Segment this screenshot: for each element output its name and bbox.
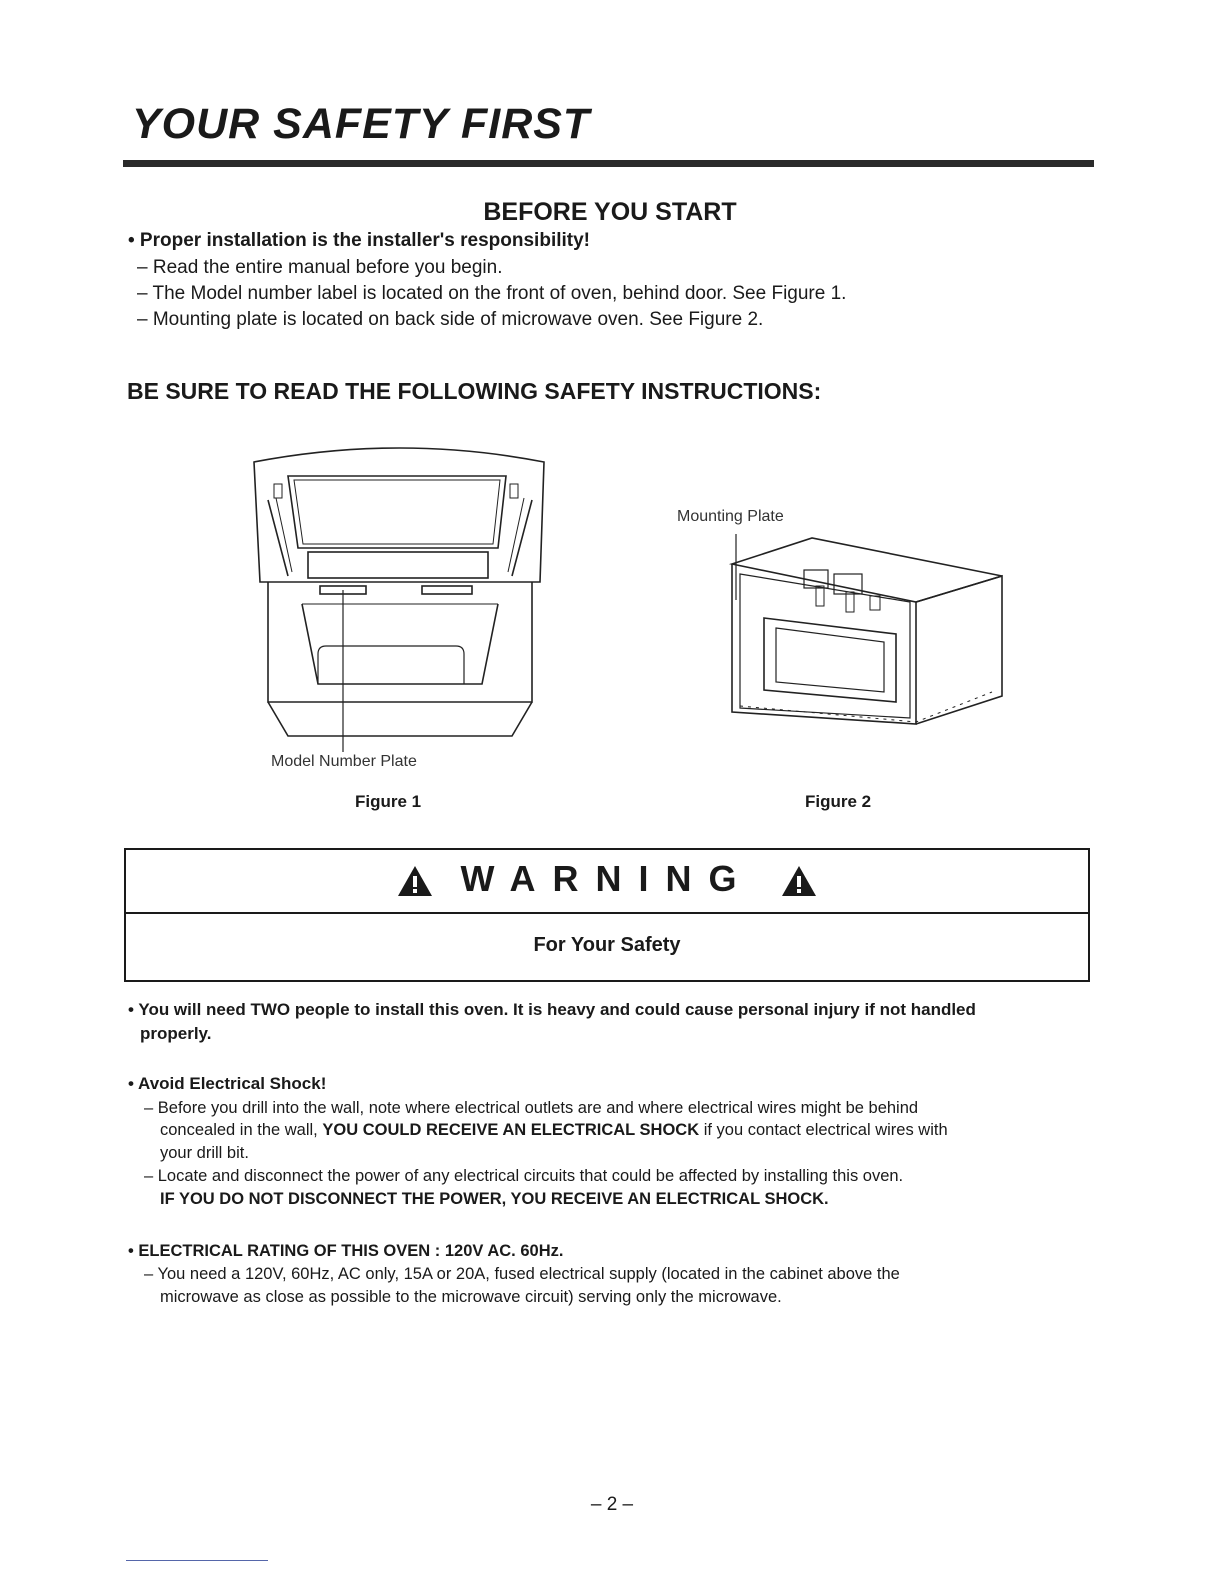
warning-triangle-icon <box>397 865 433 897</box>
shock-warning-emphasis: YOU COULD RECEIVE AN ELECTRICAL SHOCK <box>322 1121 700 1139</box>
disconnect-power-warning: IF YOU DO NOT DISCONNECT THE POWER, YOU RECEIVE AN ELECTRICAL SHOCK. <box>160 1190 829 1208</box>
electrical-rating-note: – You need a 120V, 60Hz, AC only, 15A or 20A, fused electrical supply (located in the cabinet above the <box>144 1265 900 1283</box>
title-rule <box>123 160 1094 167</box>
shock-note-line: your drill bit. <box>160 1144 249 1162</box>
electrical-rating-note: microwave as close as possible to the microwave circuit) serving only the microwave. <box>160 1288 782 1306</box>
warning-word: WARNING <box>460 858 754 899</box>
warning-divider <box>124 912 1090 914</box>
shock-note-line: concealed in the wall, YOU COULD RECEIVE AN ELECTRICAL SHOCK if you contact electrical wires with <box>160 1121 948 1139</box>
before-start-heading: BEFORE YOU START <box>483 198 737 226</box>
avoid-shock-heading: • Avoid Electrical Shock! <box>128 1074 327 1093</box>
figure-2-label: Figure 2 <box>805 792 872 811</box>
electrical-rating-heading: • ELECTRICAL RATING OF THIS OVEN : 120V AC. 60Hz. <box>128 1242 564 1260</box>
warning-subtitle: For Your Safety <box>533 934 681 956</box>
model-number-plate-callout: Model Number Plate <box>271 753 417 770</box>
two-people-note-cont: properly. <box>140 1024 212 1043</box>
shock-note-line: – Before you drill into the wall, note where electrical outlets are and where electrical wires might be behind <box>144 1099 919 1117</box>
page-title: YOUR SAFETY FIRST <box>132 100 591 148</box>
instruction-line: – Mounting plate is located on back side of microwave oven. See Figure 2. <box>137 309 764 330</box>
page-number: – 2 – <box>590 1494 634 1515</box>
figure-1-oven-door-open-illustration <box>240 440 560 770</box>
instruction-line: – Read the entire manual before you begin. <box>137 257 503 278</box>
warning-triangle-icon <box>781 865 817 897</box>
instruction-line: – The Model number label is located on the front of oven, behind door. See Figure 1. <box>137 283 847 304</box>
disconnect-power-note: – Locate and disconnect the power of any electrical circuits that could be affected by installing this oven. <box>144 1167 904 1185</box>
warning-title <box>124 858 1090 900</box>
figure-2-microwave-back-illustration <box>720 530 1020 760</box>
footer-line <box>126 1560 268 1561</box>
two-people-note: • You will need TWO people to install this oven. It is heavy and could cause personal injury if not handled <box>128 1000 976 1019</box>
mounting-plate-callout: Mounting Plate <box>677 508 784 525</box>
figure-1-label: Figure 1 <box>355 792 422 811</box>
safety-instructions-heading: BE SURE TO READ THE FOLLOWING SAFETY INSTRUCTIONS: <box>127 378 822 404</box>
installer-responsibility-bullet: • Proper installation is the installer's responsibility! <box>128 230 591 251</box>
